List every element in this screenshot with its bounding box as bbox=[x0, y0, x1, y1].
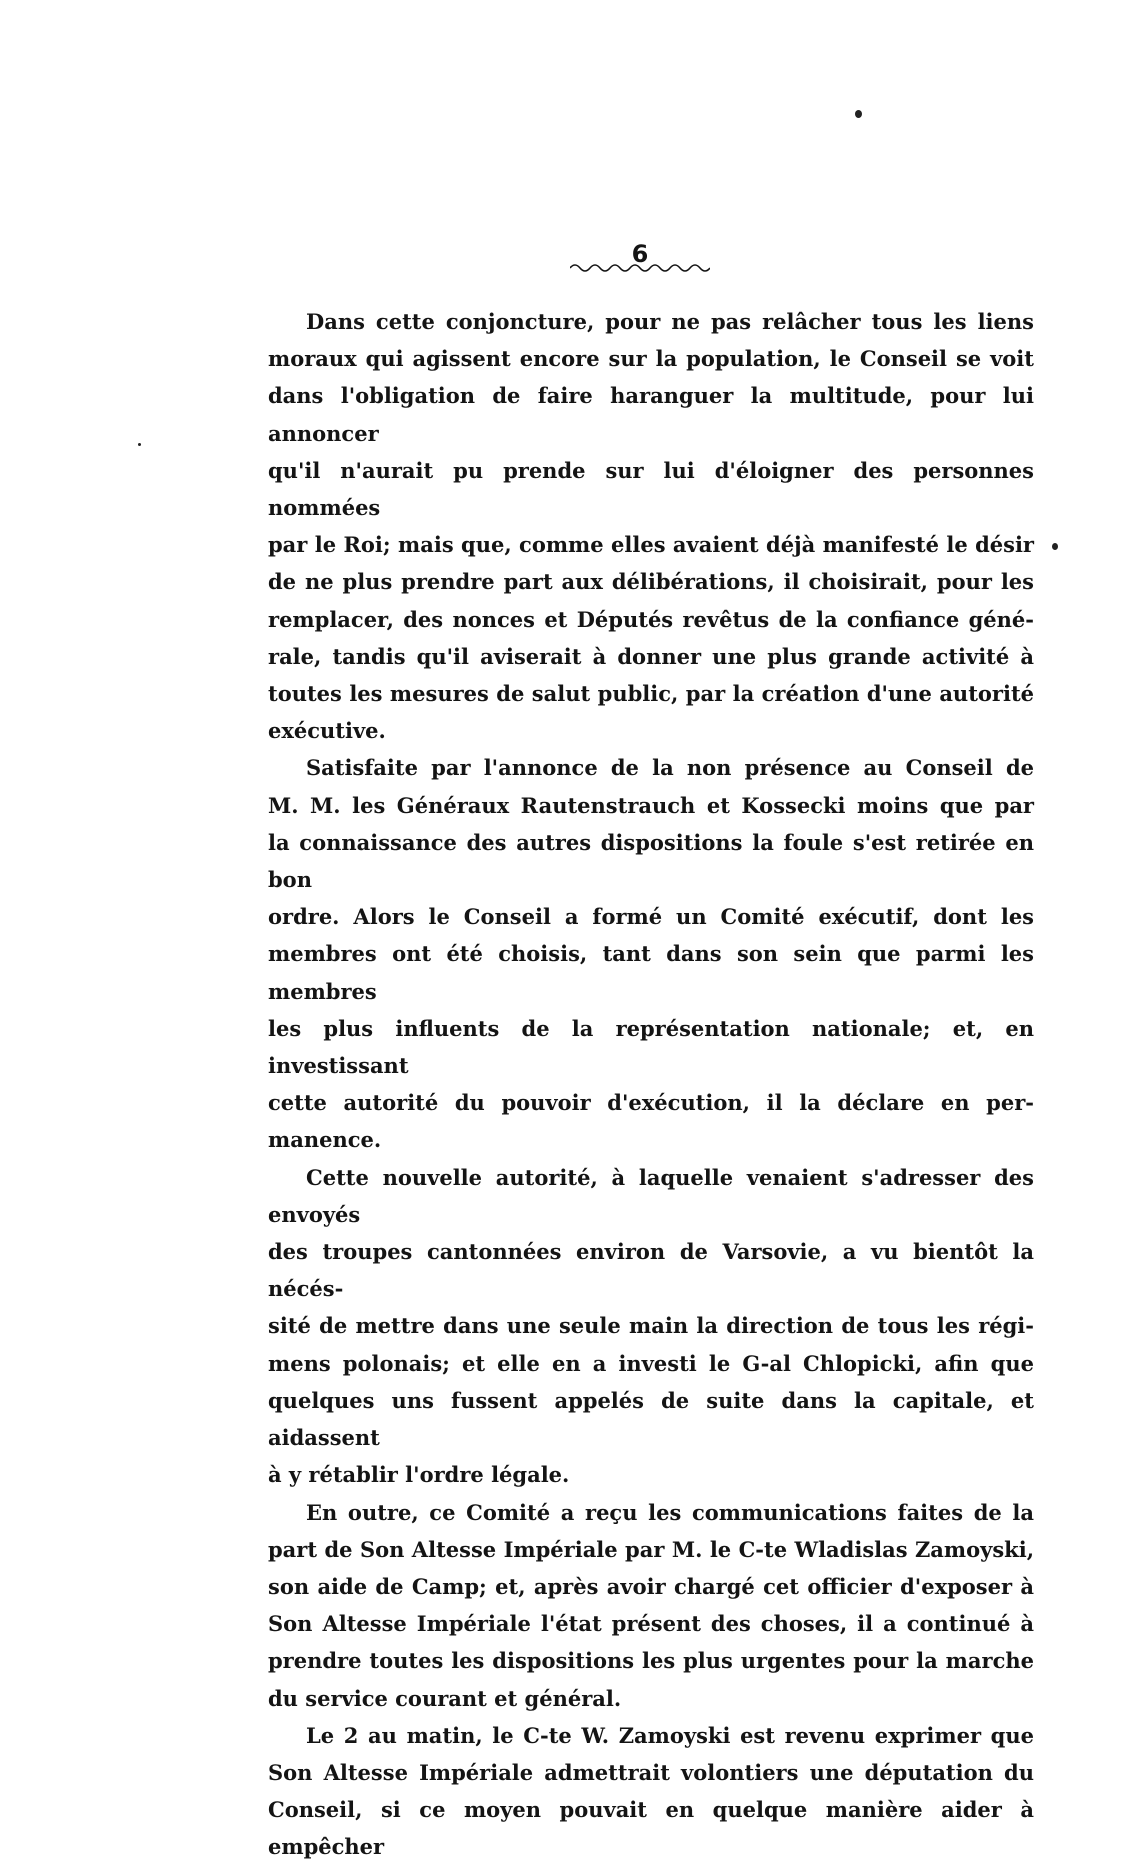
text-line: dans l'obligation de faire haranguer la multitude, pour lui annoncer bbox=[268, 383, 1034, 446]
text-line: M. M. les Généraux Rautenstrauch et Kossecki moins que par bbox=[268, 792, 1034, 818]
text-line: de ne plus prendre part aux délibérations, il choisirait, pour les bbox=[268, 569, 1034, 595]
text-line: qu'il n'aurait pu prende sur lui d'éloigner des personnes nommées bbox=[268, 457, 1034, 521]
paragraph bbox=[268, 1159, 1034, 1494]
text-line: moraux qui agissent encore sur la population, le Conseil se voit bbox=[268, 346, 1034, 372]
text-line: la connaissance des autres dispositions la foule s'est retirée en bon bbox=[268, 829, 1034, 893]
text-line: cette autorité du pouvoir d'exécution, il la déclare en per- bbox=[268, 1090, 1034, 1116]
paragraph bbox=[268, 303, 1034, 749]
text-line: rale, tandis qu'il aviserait à donner une plus grande activité à bbox=[268, 643, 1034, 669]
text-line: par le Roi; mais que, comme elles avaient déjà manifesté le désir bbox=[268, 532, 1034, 558]
page-number: 6 bbox=[631, 240, 649, 268]
text-line: Cette nouvelle autorité, à laquelle venaient s'adresser des envoyés bbox=[268, 1164, 1034, 1227]
page-header bbox=[560, 240, 720, 274]
text-line: prendre toutes les dispositions les plus urgentes pour la marche bbox=[268, 1648, 1034, 1674]
text-line: remplacer, des nonces et Députés revêtus de la confiance géné- bbox=[268, 606, 1034, 632]
text-line: membres ont été choisis, tant dans son sein que parmi les membres bbox=[268, 941, 1034, 1004]
text-line: mens polonais; et elle en a investi le G-al Chlopicki, afin que bbox=[268, 1350, 1034, 1376]
text-line: part de Son Altesse Impériale par M. le C-te Wladislas Zamoyski, bbox=[268, 1536, 1034, 1562]
paragraph bbox=[268, 749, 1034, 1158]
text-line: son aide de Camp; et, après avoir chargé cet officier d'exposer à bbox=[268, 1573, 1034, 1599]
ink-speck bbox=[1052, 543, 1058, 550]
ink-speck bbox=[138, 443, 141, 446]
text-line: Le 2 au matin, le C-te W. Zamoyski est revenu exprimer que bbox=[306, 1722, 1034, 1748]
text-line: manence. bbox=[268, 1127, 382, 1153]
body-text bbox=[268, 303, 1034, 1866]
text-line: toutes les mesures de salut public, par la création d'une autorité bbox=[268, 681, 1034, 707]
ink-speck bbox=[855, 110, 862, 118]
text-line: à y rétablir l'ordre légale. bbox=[268, 1462, 570, 1488]
text-line: Son Altesse Impériale admettrait volontiers une députation du bbox=[268, 1759, 1034, 1785]
text-line: En outre, ce Comité a reçu les communications faites de la bbox=[306, 1499, 1034, 1525]
text-line: quelques uns fussent appelés de suite dans la capitale, et aidassent bbox=[268, 1387, 1034, 1451]
text-line: ordre. Alors le Conseil a formé un Comité exécutif, dont les bbox=[268, 904, 1034, 930]
text-line: Son Altesse Impériale l'état présent des choses, il a continué à bbox=[268, 1611, 1034, 1637]
paragraph bbox=[268, 1717, 1034, 1866]
paragraph bbox=[268, 1494, 1034, 1717]
text-line: Satisfaite par l'annonce de la non présence au Conseil de bbox=[306, 755, 1034, 781]
text-line: les plus influents de la représentation nationale; et, en investissant bbox=[268, 1015, 1034, 1079]
text-line: Dans cette conjoncture, pour ne pas relâcher tous les liens bbox=[306, 309, 1034, 334]
text-line: exécutive. bbox=[268, 718, 386, 744]
text-line: Conseil, si ce moyen pouvait en quelque manière aider à empêcher bbox=[268, 1797, 1034, 1860]
text-line: du service courant et général. bbox=[268, 1685, 622, 1711]
text-line: des troupes cantonnées environ de Varsovie, a vu bientôt la nécés- bbox=[268, 1239, 1034, 1302]
text-line: sité de mettre dans une seule main la direction de tous les régi- bbox=[268, 1313, 1034, 1339]
